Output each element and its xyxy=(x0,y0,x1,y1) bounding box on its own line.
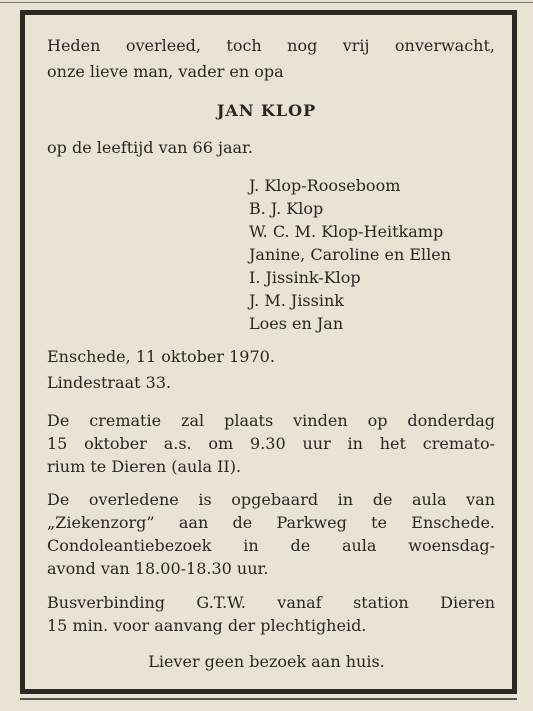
age-line: op de leeftijd van 66 jaar. xyxy=(47,138,253,157)
bus-line-2: 15 min. voor aanvang der plechtigheid. xyxy=(47,616,367,635)
deceased-name: JAN KLOP xyxy=(216,101,317,120)
intro-line-2: onze lieve man, vader en opa xyxy=(47,62,284,81)
family-member: B. J. Klop xyxy=(249,199,324,218)
family-member: J. Klop-Rooseboom xyxy=(249,176,401,195)
family-member: Loes en Jan xyxy=(249,314,344,333)
place-date: Enschede, 11 oktober 1970. xyxy=(47,347,275,366)
cremation-line-1: De crematie zal plaats vinden op donderdag xyxy=(47,411,495,430)
cremation-line-3: rium te Dieren (aula II). xyxy=(47,457,242,476)
intro-line-1: Heden overleed, toch nog vrij onverwacht, xyxy=(47,36,495,55)
closing-note: Liever geen bezoek aan huis. xyxy=(148,652,385,671)
viewing-line-1: De overledene is opgebaard in de aula van xyxy=(47,490,495,509)
viewing-line-4: avond van 18.00-18.30 uur. xyxy=(47,559,269,578)
address: Lindestraat 33. xyxy=(47,373,172,392)
viewing-line-3: Condoleantiebezoek in de aula woensdag- xyxy=(47,536,495,555)
family-member: Janine, Caroline en Ellen xyxy=(249,245,452,264)
family-member: I. Jissink-Klop xyxy=(249,268,361,287)
family-member: J. M. Jissink xyxy=(249,291,344,310)
viewing-line-2: „Ziekenzorg” aan de Parkweg te Enschede. xyxy=(47,513,495,532)
bus-line-1: Busverbinding G.T.W. vanaf station Dieren xyxy=(47,593,495,612)
family-member: W. C. M. Klop-Heitkamp xyxy=(249,222,444,241)
cremation-line-2: 15 oktober a.s. om 9.30 uur in het cremato- xyxy=(47,434,495,453)
